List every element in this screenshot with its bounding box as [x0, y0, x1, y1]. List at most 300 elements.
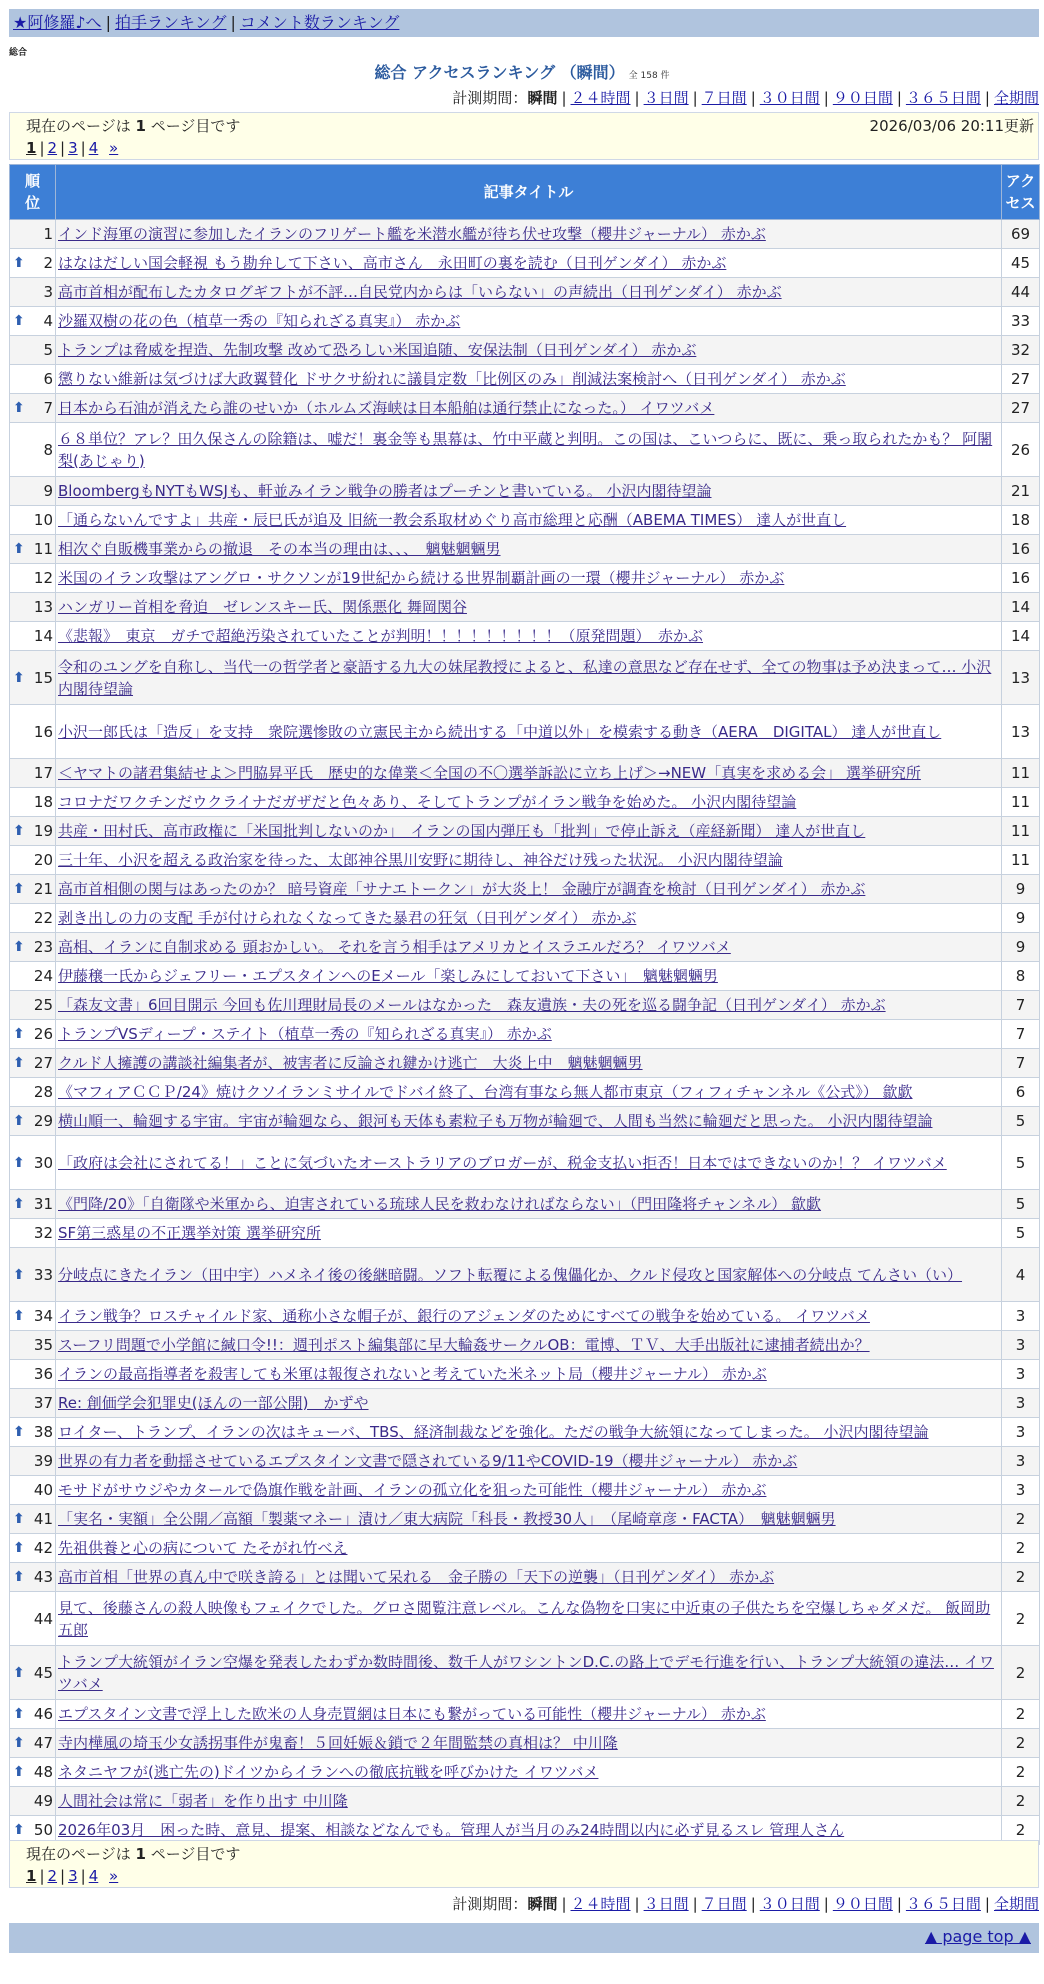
- rank-cell: [10, 1505, 56, 1534]
- title-cell: [56, 1190, 1002, 1219]
- comment-ranking-link[interactable]: コメント数ランキング: [239, 13, 400, 32]
- access-count: 7: [1002, 1020, 1040, 1049]
- table-row: [10, 564, 1040, 593]
- title-cell: [56, 535, 1002, 564]
- table-row: [10, 904, 1040, 933]
- rank-up-arrow-icon: ⬆: [13, 669, 25, 686]
- pager-page-3[interactable]: 3: [68, 139, 78, 157]
- rank-number: 31: [33, 1195, 53, 1213]
- period-separator: |: [896, 1895, 902, 1913]
- article-title-link[interactable]: 《悲報》 東京 ガチで超絶汚染されていたことが判明！！！！！！！！！（原発問題） 赤かぶ: [58, 627, 704, 645]
- title-cell: [56, 1646, 1002, 1700]
- article-title-link[interactable]: 《マフィアＣＣＰ/24》焼けクソイランミサイルでドバイ終了、台湾有事なら無人都市東京（フィフィチャンネル《公式》） 歙歔: [58, 1083, 913, 1101]
- pager-current: 1: [26, 1867, 37, 1885]
- period-current: 瞬間: [527, 1895, 558, 1913]
- table-row: [10, 1729, 1040, 1758]
- rank-number: 32: [33, 1224, 53, 1242]
- page-info-box-bottom: [9, 1840, 1039, 1888]
- table-row: [10, 933, 1040, 962]
- rank-number: 15: [33, 668, 53, 687]
- access-count: 3: [1002, 1476, 1040, 1505]
- rank-up-arrow-icon: ⬆: [13, 1424, 25, 1440]
- article-title-link[interactable]: クルド人擁護の講談社編集者が、被害者に反論され鍵かけ逃亡 大炎上中 魑魅魍魎男: [58, 1054, 643, 1072]
- period-option-7[interactable]: 全期間: [993, 1895, 1039, 1913]
- applause-ranking-link[interactable]: 拍手ランキング: [114, 13, 227, 32]
- rank-cell: [10, 846, 56, 875]
- footer-bar: [9, 1923, 1039, 1953]
- access-count: 2: [1002, 1505, 1040, 1534]
- title-cell: [56, 506, 1002, 535]
- period-label: 計測期間：: [452, 1895, 528, 1913]
- pager-page-3[interactable]: 3: [68, 1867, 78, 1885]
- rank-number: 26: [33, 1025, 53, 1043]
- rank-number: 42: [33, 1539, 53, 1557]
- period-separator: |: [561, 1895, 567, 1913]
- rank-cell: [10, 1646, 56, 1700]
- table-row: [10, 477, 1040, 506]
- title-cell: [56, 1049, 1002, 1078]
- period-option-1[interactable]: ２４時間: [570, 89, 631, 107]
- article-title-link[interactable]: 沙羅双樹の花の色（植草一秀の『知られざる真実』） 赤かぶ: [58, 312, 461, 330]
- access-count: 11: [1002, 788, 1040, 817]
- rank-cell: [10, 394, 56, 423]
- article-title-link[interactable]: モサドがサウジやカタールで偽旗作戦を計画、イランの孤立化を狙った可能性（櫻井ジャーナル） 赤かぶ: [58, 1481, 767, 1499]
- rank-up-arrow-icon: ⬆: [13, 400, 25, 416]
- table-row: [10, 1758, 1040, 1787]
- rank-number: 28: [33, 1083, 53, 1101]
- access-count: 33: [1002, 307, 1040, 336]
- article-title-link[interactable]: 高相、イランに自制求める 頭おかしい。 それを言う相手はアメリカとイスラエルだろ？ イワツバメ: [58, 938, 731, 956]
- table-row: [10, 1190, 1040, 1219]
- rank-header: [10, 165, 56, 220]
- table-row: [10, 622, 1040, 651]
- access-count: 6: [1002, 1078, 1040, 1107]
- table-row: [10, 1700, 1040, 1729]
- rank-number: 9: [43, 482, 53, 500]
- article-title-link[interactable]: 人間社会は常に「弱者」を作り出す 中川隆: [58, 1792, 348, 1810]
- rank-cell: [10, 564, 56, 593]
- rank-cell: [10, 593, 56, 622]
- title-cell: [56, 1476, 1002, 1505]
- rank-number: 19: [33, 822, 53, 840]
- table-row: [10, 1505, 1040, 1534]
- pager-current: 1: [26, 139, 37, 157]
- article-title-link[interactable]: ネタニヤフが(逃亡先の)ドイツからイランへの徹底抗戦を呼びかけた イワツバメ: [58, 1763, 599, 1781]
- access-count: 11: [1002, 817, 1040, 846]
- article-title-link[interactable]: 伊藤穣一氏からジェフリー・エプスタインへのEメール「楽しみにしておいて下さい」 魑魅魍魎男: [58, 967, 718, 985]
- rank-number: 24: [33, 967, 53, 985]
- rank-cell: [10, 1787, 56, 1816]
- article-title-link[interactable]: 「通らないんですよ」共産・辰巳氏が追及 旧統一教会系取材めぐり高市総理と応酬（ABEMA TIMES） 達人が世直し: [58, 511, 847, 529]
- title-cell: [56, 1389, 1002, 1418]
- access-count: 3: [1002, 1302, 1040, 1331]
- rank-number: 20: [33, 851, 53, 869]
- article-title-link[interactable]: トランプVSディープ・ステイト（植草一秀の『知られざる真実』） 赤かぶ: [58, 1025, 552, 1043]
- rank-number: 7: [43, 399, 53, 417]
- article-title-link[interactable]: 横山順一、輪廻する宇宙。宇宙が輪廻なら、銀河も天体も素粒子も万物が輪廻で、人間も当然に輪廻だと思った。 小沢内閣待望論: [58, 1112, 933, 1130]
- access-count: 5: [1002, 1136, 1040, 1190]
- rank-number: 21: [33, 880, 53, 898]
- title-cell: [56, 1078, 1002, 1107]
- title-cell: [56, 1505, 1002, 1534]
- access-count: 14: [1002, 622, 1040, 651]
- article-title-link[interactable]: 共産・田村氏、高市政権に「米国批判しないのか」 イランの国内弾圧も「批判」で停止訴え（産経新聞） 達人が世直し: [58, 822, 866, 840]
- access-header-label: アク セス: [1005, 172, 1036, 212]
- title-cell: [56, 1592, 1002, 1646]
- title-cell: [56, 904, 1002, 933]
- article-title-link[interactable]: 高市首相「世界の真ん中で咲き誇る」とは聞いて呆れる 金子勝の「天下の逆襲」（日刊ゲンダイ） 赤かぶ: [58, 1568, 775, 1586]
- rank-cell: [10, 423, 56, 477]
- article-title-link[interactable]: 分岐点にきたイラン（田中宇）ハメネイ後の後継暗闘。ソフト転覆による傀儡化か、クルド侵攻と国家解体への分岐点 てんさい（い）: [58, 1265, 963, 1284]
- period-option-3[interactable]: ７日間: [701, 89, 747, 107]
- total-count: 全 158 件: [628, 71, 670, 81]
- rank-cell: [10, 307, 56, 336]
- page-info-text: 現在のページは 1 ページ目です: [26, 117, 241, 135]
- article-title-link[interactable]: 寺内樺風の埼玉少女誘拐事件が鬼畜！５回妊娠＆鎖で２年間監禁の真相は？ 中川隆: [58, 1734, 618, 1752]
- table-row: [10, 1020, 1040, 1049]
- rank-cell: [10, 1447, 56, 1476]
- article-title-link[interactable]: 三十年、小沢を超える政治家を待った、太郎神谷黒川安野に期待し、神谷だけ残った状況。 小沢内閣待望論: [58, 851, 783, 869]
- rank-cell: [10, 336, 56, 365]
- period-separator: |: [984, 1895, 990, 1913]
- rank-number: 39: [33, 1452, 53, 1470]
- period-option-3[interactable]: ７日間: [701, 1895, 747, 1913]
- access-count: 18: [1002, 506, 1040, 535]
- access-count: 14: [1002, 593, 1040, 622]
- access-count: 7: [1002, 1049, 1040, 1078]
- title-cell: [56, 991, 1002, 1020]
- title-cell: [56, 1136, 1002, 1190]
- access-count: 2: [1002, 1534, 1040, 1563]
- rank-up-arrow-icon: ⬆: [13, 1735, 25, 1751]
- rank-cell: [10, 933, 56, 962]
- table-row: [10, 1219, 1040, 1248]
- period-separator: |: [750, 89, 756, 107]
- rank-cell: [10, 477, 56, 506]
- access-count: 45: [1002, 249, 1040, 278]
- article-title-link[interactable]: イラン戦争？ロスチャイルド家、通称小さな帽子が、銀行のアジェンダのためにすべての戦争を始めている。 イワツバメ: [58, 1307, 870, 1325]
- current-page-number: 1: [135, 1845, 146, 1863]
- access-count: 2: [1002, 1700, 1040, 1729]
- rank-number: 5: [43, 341, 53, 359]
- rank-cell: [10, 365, 56, 394]
- title-cell: [56, 788, 1002, 817]
- access-count: 3: [1002, 1389, 1040, 1418]
- access-count: 16: [1002, 535, 1040, 564]
- rank-cell: [10, 220, 56, 249]
- rank-number: 46: [33, 1705, 53, 1723]
- period-option-6[interactable]: ３６５日間: [905, 1895, 981, 1913]
- rank-up-arrow-icon: ⬆: [13, 1540, 25, 1556]
- title-cell: [56, 394, 1002, 423]
- rank-number: 25: [33, 996, 53, 1014]
- rank-number: 23: [33, 938, 53, 956]
- access-count: 16: [1002, 564, 1040, 593]
- article-title-link[interactable]: 懲りない維新は気づけば大政翼賛化 ドサクサ紛れに議員定数「比例区のみ」削減法案検討へ（日刊ゲンダイ） 赤かぶ: [58, 370, 846, 388]
- article-title-link[interactable]: 「実名・実額」全公開／高額「製薬マネー」漬け／東大病院「科長・教授30人」 （尾崎章彦・FACTA） 魑魅魍魎男: [58, 1510, 836, 1528]
- table-row: [10, 1418, 1040, 1447]
- article-title-link[interactable]: 高市首相側の関与はあったのか？ 暗号資産「サナエトークン」が大炎上！ 金融庁が調査を検討（日刊ゲンダイ） 赤かぶ: [58, 880, 866, 898]
- rank-up-arrow-icon: ⬆: [13, 1154, 25, 1171]
- table-row: [10, 307, 1040, 336]
- title-cell: [56, 705, 1002, 759]
- period-option-1[interactable]: ２４時間: [570, 1895, 631, 1913]
- rank-cell: [10, 1700, 56, 1729]
- table-row: [10, 817, 1040, 846]
- rank-cell: [10, 1418, 56, 1447]
- article-title-link[interactable]: 《門降/20》「自衛隊や米軍から、迫害されている琉球人民を救わなければならない」（門田隆将チャンネル） 歙歔: [58, 1195, 822, 1213]
- page-title-line: [0, 63, 1044, 86]
- pager-next[interactable]: »: [109, 1867, 119, 1885]
- rank-number: 27: [33, 1054, 53, 1072]
- rank-up-arrow-icon: ⬆: [13, 1822, 25, 1838]
- title-cell: [56, 1729, 1002, 1758]
- pager-page-4[interactable]: 4: [88, 1867, 99, 1885]
- period-separator: |: [692, 1895, 698, 1913]
- rank-number: 41: [33, 1510, 53, 1528]
- article-title-link[interactable]: Re: 創価学会犯罪史(ほんの一部公開) かずや: [58, 1394, 369, 1412]
- article-title-link[interactable]: エプスタイン文書で浮上した欧米の人身売買網は日本にも繋がっている可能性（櫻井ジャーナル） 赤かぶ: [58, 1705, 766, 1723]
- article-title-link[interactable]: 小沢一郎氏は「造反」を支持 衆院選惨敗の立憲民主から続出する「中道以外」を模索する動き（AERA DIGITAL） 達人が世直し: [58, 722, 942, 741]
- article-title-link[interactable]: ハンガリー首相を脅迫 ゼレンスキー氏、関係悪化 舞岡関谷: [58, 598, 467, 616]
- table-row: [10, 788, 1040, 817]
- article-title-link[interactable]: 世界の有力者を動揺させているエプスタイン文書で隠されている9/11やCOVID-19（櫻井ジャーナル） 赤かぶ: [58, 1452, 798, 1470]
- rank-cell: [10, 1107, 56, 1136]
- rank-up-arrow-icon: ⬆: [13, 1511, 25, 1527]
- article-title-link[interactable]: 令和のユングを自称し、当代一の哲学者と豪語する九大の妹尾教授によると、私達の意思など存在せず、全ての物事は予め決まって… 小沢内閣待望論: [58, 657, 992, 698]
- table-row: [10, 336, 1040, 365]
- table-row: [10, 1360, 1040, 1389]
- rank-up-arrow-icon: ⬆: [13, 1308, 25, 1324]
- access-count: 4: [1002, 1248, 1040, 1302]
- article-title-link[interactable]: 2026年03月 困った時、意見、提案、相談などなんでも。管理人が当月のみ24時間以内に必ず見るスレ 管理人さん: [58, 1821, 845, 1839]
- period-separator: |: [896, 89, 902, 107]
- access-count: 7: [1002, 991, 1040, 1020]
- table-row: [10, 1563, 1040, 1592]
- article-title-link[interactable]: インド海軍の演習に参加したイランのフリゲート艦を米潜水艦が待ち伏せ攻撃（櫻井ジャーナル） 赤かぶ: [58, 225, 766, 243]
- title-cell: [56, 1248, 1002, 1302]
- rank-number: 34: [33, 1307, 53, 1325]
- rank-up-arrow-icon: ⬆: [13, 1569, 25, 1585]
- title-cell: [56, 1447, 1002, 1476]
- rank-up-arrow-icon: ⬆: [13, 541, 25, 557]
- rank-number: 11: [33, 540, 53, 558]
- pager-next[interactable]: »: [109, 139, 119, 157]
- title-cell: [56, 1418, 1002, 1447]
- rank-number: 10: [33, 511, 53, 529]
- table-row: [10, 1078, 1040, 1107]
- pager-page-4[interactable]: 4: [88, 139, 99, 157]
- title-cell: [56, 564, 1002, 593]
- rank-number: 35: [33, 1336, 53, 1354]
- access-count: 2: [1002, 1816, 1040, 1845]
- access-count: 26: [1002, 423, 1040, 477]
- rank-number: 29: [33, 1112, 53, 1130]
- table-row: [10, 1302, 1040, 1331]
- rank-cell: [10, 788, 56, 817]
- period-option-4[interactable]: ３０日間: [759, 1895, 820, 1913]
- rank-number: 47: [33, 1734, 53, 1752]
- access-count: 5: [1002, 1219, 1040, 1248]
- article-title-link[interactable]: ６８単位？アレ？田久保さんの除籍は、嘘だ！裏金等も黒幕は、竹中平蔵と判明。この国は、こいつらに、既に、乗っ取られたかも？ 阿闍梨(あじゃり): [58, 429, 993, 470]
- period-current: 瞬間: [527, 89, 558, 107]
- rank-number: 33: [33, 1265, 53, 1284]
- table-row: [10, 1447, 1040, 1476]
- table-row: [10, 249, 1040, 278]
- period-separator: |: [750, 1895, 756, 1913]
- period-option-4[interactable]: ３０日間: [759, 89, 820, 107]
- rank-up-arrow-icon: ⬆: [13, 1664, 25, 1681]
- table-row: [10, 1107, 1040, 1136]
- updated-timestamp: 2026/03/06 20:11更新: [869, 117, 1034, 135]
- rank-cell: [10, 1534, 56, 1563]
- rank-number: 17: [33, 764, 53, 782]
- pager-separator: |: [60, 139, 66, 157]
- table-row: [10, 593, 1040, 622]
- rank-cell: [10, 651, 56, 705]
- article-title-link[interactable]: イランの最高指導者を殺害しても米軍は報復されないと考えていた米ネット局（櫻井ジャーナル） 赤かぶ: [58, 1365, 767, 1383]
- rank-up-arrow-icon: ⬆: [13, 1113, 25, 1129]
- access-count: 21: [1002, 477, 1040, 506]
- rank-cell: [10, 622, 56, 651]
- article-title-link[interactable]: 先祖供養と心の病について たそがれ竹べえ: [58, 1539, 348, 1557]
- access-header: [1002, 165, 1040, 220]
- article-title-link[interactable]: 高市首相が配布したカタログギフトが不評…自民党内からは「いらない」の声続出（日刊ゲンダイ） 赤かぶ: [58, 283, 782, 301]
- period-option-2[interactable]: ３日間: [643, 89, 689, 107]
- access-count: 2: [1002, 1758, 1040, 1787]
- period-selector-top: [452, 88, 1039, 108]
- article-title-link[interactable]: トランプ大統領がイラン空爆を発表したわずか数時間後、数千人がワシントンD.C.の路上でデモ行進を行い、トランプ大統領の違法… イワツバメ: [58, 1652, 994, 1693]
- page-title: 総合 アクセスランキング （瞬間）: [374, 63, 625, 82]
- rank-cell: [10, 1592, 56, 1646]
- page-info-box-top: [9, 112, 1039, 160]
- pager-page-2[interactable]: 2: [47, 139, 58, 157]
- rank-cell: [10, 1563, 56, 1592]
- period-option-7[interactable]: 全期間: [993, 89, 1039, 107]
- table-row: [10, 1331, 1040, 1360]
- rank-up-arrow-icon: ⬆: [13, 823, 25, 839]
- table-row: [10, 1248, 1040, 1302]
- table-row: [10, 1476, 1040, 1505]
- table-row: [10, 1534, 1040, 1563]
- article-title-link[interactable]: SF第三惑星の不正選挙対策 選挙研究所: [58, 1224, 321, 1242]
- page-info-text-bottom: 現在のページは 1 ページ目です: [26, 1845, 241, 1863]
- pager-bottom: [26, 1865, 1022, 1887]
- top-nav-bar: [9, 9, 1039, 37]
- article-title-link[interactable]: 日本から石油が消えたら誰のせいか（ホルムズ海峡は日本船舶は通行禁止になった。） イワツバメ: [58, 399, 715, 417]
- period-option-5[interactable]: ９０日間: [832, 1895, 893, 1913]
- rank-number: 45: [33, 1663, 53, 1682]
- rank-number: 44: [33, 1609, 53, 1628]
- access-count: 3: [1002, 1447, 1040, 1476]
- period-selector-bottom: [452, 1894, 1039, 1914]
- home-link[interactable]: ★阿修羅♪へ: [13, 13, 102, 32]
- article-title-link[interactable]: 相次ぐ自販機事業からの撤退 その本当の理由は、、、 魑魅魍魎男: [58, 540, 501, 558]
- page-top-link[interactable]: ▲ page top ▲: [924, 1927, 1031, 1946]
- title-cell: [56, 1360, 1002, 1389]
- rank-number: 18: [33, 793, 53, 811]
- article-title-link[interactable]: はなはだしい国会軽視 もう勘弁して下さい、高市さん 永田町の裏を読む（日刊ゲンダイ） 赤かぶ: [58, 254, 727, 272]
- rank-cell: [10, 962, 56, 991]
- rank-cell: [10, 1476, 56, 1505]
- article-title-link[interactable]: コロナだワクチンだウクライナだガザだと色々あり、そしてトランプがイラン戦争を始めた。 小沢内閣待望論: [58, 793, 797, 811]
- rank-up-arrow-icon: ⬆: [13, 313, 25, 329]
- rank-cell: [10, 1302, 56, 1331]
- ranking-table: [9, 164, 1040, 1845]
- rank-number: 4: [43, 312, 53, 330]
- article-title-link[interactable]: 剥き出しの力の支配 手が付けられなくなってきた暴君の狂気（日刊ゲンダイ） 赤かぶ: [58, 909, 637, 927]
- article-title-link[interactable]: 米国のイラン攻撃はアングロ・サクソンが19世紀から続ける世界制覇計画の一環（櫻井ジャーナル） 赤かぶ: [58, 569, 785, 587]
- period-option-6[interactable]: ３６５日間: [905, 89, 981, 107]
- access-count: 2: [1002, 1787, 1040, 1816]
- article-title-link[interactable]: BloombergもNYTもWSJも、軒並みイラン戦争の勝者はプーチンと書いている。 小沢内閣待望論: [58, 482, 712, 500]
- period-separator: |: [692, 89, 698, 107]
- access-count: 5: [1002, 1190, 1040, 1219]
- title-cell: [56, 1700, 1002, 1729]
- rank-cell: [10, 1190, 56, 1219]
- rank-cell: [10, 1729, 56, 1758]
- pager-separator: |: [80, 139, 86, 157]
- article-title-link[interactable]: トランプは脅威を捏造、先制攻撃 改めて恐ろしい米国追随、安保法制（日刊ゲンダイ） 赤かぶ: [58, 341, 697, 359]
- period-separator: |: [634, 1895, 640, 1913]
- table-row: [10, 991, 1040, 1020]
- title-cell: [56, 365, 1002, 394]
- article-title-link[interactable]: 見て、後藤さんの殺人映像もフェイクでした。グロさ閲覧注意レベル。こんな偽物を口実に中近東の子供たちを空爆しちゃダメだ。 飯岡助五郎: [58, 1598, 991, 1639]
- table-row: [10, 1646, 1040, 1700]
- rank-number: 30: [33, 1153, 53, 1172]
- rank-cell: [10, 759, 56, 788]
- rank-up-arrow-icon: ⬆: [13, 881, 25, 897]
- rank-number: 6: [43, 370, 53, 388]
- title-cell: [56, 1758, 1002, 1787]
- table-row: [10, 535, 1040, 564]
- table-row: [10, 1136, 1040, 1190]
- rank-number: 36: [33, 1365, 53, 1383]
- rank-cell: [10, 278, 56, 307]
- period-option-5[interactable]: ９０日間: [832, 89, 893, 107]
- article-title-link[interactable]: ロイター、トランプ、イランの次はキューバ、TBS、経済制裁などを強化。ただの戦争大統領になってしまった。 小沢内閣待望論: [58, 1423, 929, 1441]
- rank-cell: [10, 991, 56, 1020]
- pager-separator: |: [80, 1867, 86, 1885]
- title-cell: [56, 220, 1002, 249]
- rank-number: 16: [33, 722, 53, 741]
- title-header: 記事タイトル: [56, 165, 1002, 220]
- access-count: 11: [1002, 846, 1040, 875]
- title-cell: [56, 962, 1002, 991]
- nav-separator: |: [105, 13, 111, 32]
- access-count: 69: [1002, 220, 1040, 249]
- title-cell: [56, 759, 1002, 788]
- title-cell: [56, 1534, 1002, 1563]
- access-count: 9: [1002, 904, 1040, 933]
- pager-separator: |: [39, 1867, 45, 1885]
- rank-cell: [10, 506, 56, 535]
- article-title-link[interactable]: 「森友文書」6回目開示 今回も佐川理財局長のメールはなかった 森友遺族・夫の死を巡る闘争記（日刊ゲンダイ） 赤かぶ: [58, 996, 886, 1014]
- rank-up-arrow-icon: ⬆: [13, 939, 25, 955]
- article-title-link[interactable]: ＜ヤマトの諸君集結せよ＞門脇昇平氏 歴史的な偉業＜全国の不〇選挙訴訟に立ち上げ＞→NEW「真実を求める会」 選挙研究所: [58, 764, 921, 782]
- title-cell: [56, 622, 1002, 651]
- access-count: 9: [1002, 933, 1040, 962]
- access-count: 27: [1002, 365, 1040, 394]
- article-title-link[interactable]: スーフリ問題で小学館に緘口令!!：週刊ポスト編集部に早大輪姦サークルOB：電博、ＴＶ、大手出版社に逮捕者続出か？: [58, 1336, 870, 1354]
- period-option-2[interactable]: ３日間: [643, 1895, 689, 1913]
- article-title-link[interactable]: 「政府は会社にされてる！」ことに気づいたオーストラリアのブロガーが、税金支払い拒否！日本ではできないのか！？ イワツバメ: [58, 1153, 947, 1172]
- rank-number: 22: [33, 909, 53, 927]
- pager-page-2[interactable]: 2: [47, 1867, 58, 1885]
- rank-number: 43: [33, 1568, 53, 1586]
- rank-cell: [10, 1331, 56, 1360]
- access-count: 2: [1002, 1592, 1040, 1646]
